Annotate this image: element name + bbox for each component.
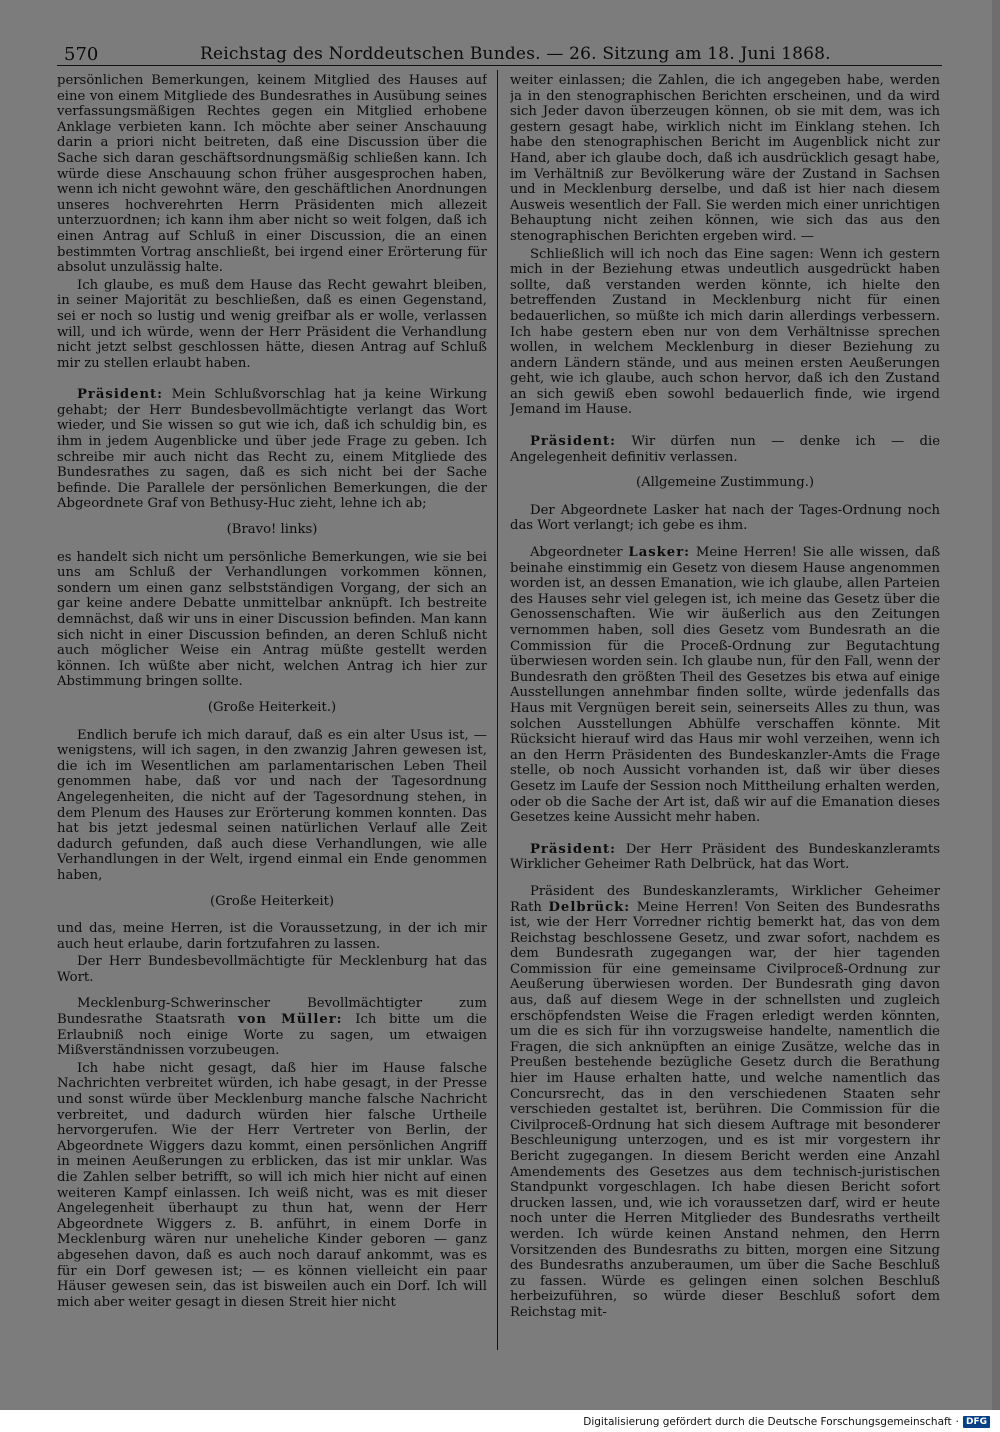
speaker-name: Delbrück: [548,899,631,915]
speaker-name: Präsident: [77,387,164,403]
paragraph: Ich habe nicht gesagt, daß hier im Hause falsche Nachrichten verbreitet würden, ich habe gesagt, in der Presse und sonst würde über Mecklenburg manche falsche Nachricht verbreitet, und dadurch würden hier falsche Urtheile hervorgerufen. Wie der Herr Vertreter von Berlin, der Abgeordnete Wiggers dazu kommt, einen persönlichen Angriff in meinen Aeußerungen zu erblicken, das ist mir unklar. Was die Zahlen selber betrifft, so will ich mich hier nicht auf einen weiteren Kampf einlassen. Ich weiß nicht, was es mit dieser Angelegenheit überhaupt zu thun hat, wenn der Herr Abgeordnete Wiggers z. B. anführt, in einem Dorfe in Mecklenburg wären nur uneheliche Kinder geboren — ganz abgesehen davon, daß es auch noch darauf ankommt, was es für ein Dorf gewesen ist; — es können vielleicht ein paar Häuser gewesen sein, das ist bisweilen auch ein Dorf. Ich will mich aber weiter gesagt in diesen Streit hier nicht [57,1060,487,1310]
reaction: (Große Heiterkeit.) [207,699,337,715]
speech-text: Ich bitte um die Erlaubniß noch einige Worte zu sagen, um etwaigen Mißverständnissen vorzubeugen. [57,1012,487,1059]
right-column [510,73,940,1345]
paragraph: Der Herr Bundesbevollmächtigte für Mecklenburg hat das Wort. [57,954,487,985]
column-divider [497,70,498,1350]
running-title: Reichstag des Norddeutschen Bundes. — 26. Sitzung am 18. Juni 1868. [200,44,831,64]
speaker-name: von Müller: [237,1012,343,1028]
paragraph [57,996,487,1058]
reaction: (Bravo! links) [226,522,318,538]
paragraph: weiter einlassen; die Zahlen, die ich angegeben habe, werden ja in den stenographischen Berichten erscheinen, und da wird sich Jeder davon überzeugen können, ob sie mit dem, was ich gestern gesagt habe, wirklich nicht im Einklang stehen. Ich habe den stenographischen Bericht im Augenblick nicht zur Hand, aber ich glaube doch, daß ich ausdrücklich gesagt habe, im Verhältniß zur Bevölkerung wäre der Zustand in Sachsen und in Mecklenburg derselbe, und daß ist hier nach diesem Ausweis wesentlich der Fall. Sie werden mich einer unrichtigen Behauptung nicht zeihen können, wie sich das aus den stenographischen Berichten ergeben wird. — [510,73,940,244]
header-rule [57,65,942,66]
speech-text: Meine Herren! Sie alle wissen, daß beinahe einstimmig ein Gesetz von diesem Hause angenommen worden ist, an dessen Emanation, wie ich glaube, allen Parteien des Hauses sehr viel gelegen ist, ich meine das Gesetz über die Genossenschaften. Wie wir äußerlich aus den Zeitungen vernommen haben, soll dies Gesetz vom Bundesrath an die Commission für die Proceß-Ordnung zur Begutachtung überwiesen worden sein. Ich glaube nun, für den Fall, wenn der Bundesrath den größten Theil des Gesetzes bis etwa auf einige Ausstellungen annehmbar finden sollte, würde jedenfalls das Haus mit Vergnügen bereit sein, seinerseits Alles zu thun, was solchen Ausstellungen Abhülfe verschaffen könnte. Mit Rücksicht hierauf wird das Haus mir wohl verzeihen, wenn ich an den Herrn Präsidenten des Bundeskanzler-Amts die Frage stelle, ob noch Aussicht vorhanden ist, daß wir über dieses Gesetz im Laufe der Session noch Mittheilung erhalten werden, oder ob die Sache der Art ist, daß wir auf die Emanation dieses Gesetzes keine Aussicht mehr haben. [510,545,940,826]
paragraph: es handelt sich nicht um persönliche Bemerkungen, wie sie bei uns am Schluß der Verhandlungen vorkommen können, sondern um einen ganz selbstständigen Vorgang, der sich an gar keine andere Debatte unmittelbar anknüpft. Ich bestreite demnächst, daß wir uns in einer Discussion befinden. Man kann sich nicht in einer Discussion befinden, an deren Schluß nicht auch möglicher Weise ein Antrag müßte gestellt werden können. Ich wüßte aber nicht, welchen Antrag ich hier zur Abstimmung bringen sollte. [57,549,487,690]
speaker-intro: Abgeordneter [530,545,629,561]
speaker-name: Präsident: [530,434,617,450]
page-number: 570 [64,44,99,65]
speech-text: Der Herr Präsident des Bundeskanzleramts Wirklicher Geheimer Rath Delbrück, hat das Wort. [510,841,940,873]
paragraph [510,545,940,826]
scan-edge [992,0,1000,1410]
paragraph: und das, meine Herren, ist die Voraussetzung, in der ich mir auch heut erlaube, darin fortzufahren zu lassen. [57,921,487,952]
paragraph [57,387,487,512]
paragraph [510,434,940,465]
reaction: (Große Heiterkeit) [209,893,335,909]
speaker-intro: Präsident des Bundeskanzleramts, Wirklicher Geheimer Rath [510,883,940,915]
paragraph [510,884,940,1321]
paragraph: Endlich berufe ich mich darauf, daß es ein alter Usus ist, — wenigstens, will ich sagen, in den zwanzig Jahren gewesen ist, die ich im Wesentlichen am parlamentarischen Leben Theil genommen habe, daß vor und nach der Tagesordnung Angelegenheiten, die nicht auf der Tagesordnung stehen, in dem Plenum des Hauses zur Erörterung kommen konnten. Das hat bis jetzt jedesmal seinen natürlichen Verlauf alle Zeit dadurch gefunden, daß auch diese Verhandlungen, wie alle Verhandlungen in der Welt, irgend einmal ein Ende genommen haben, [57,727,487,883]
paragraph: Der Abgeordnete Lasker hat nach der Tages-Ordnung noch das Wort verlangt; ich gebe es ihm. [510,502,940,534]
footer-credit: Digitalisierung gefördert durch die Deutsche Forschungsgemeinschaft · DFG [583,1414,990,1430]
paragraph: persönlichen Bemerkungen, keinem Mitglied des Hauses auf eine von einem Mitgliede des Bundesrathes in Ausübung seines verfassungsmäßigen Rechtes gegen ein Mitglied erhobene Anklage verbieten kann. Ich möchte aber seiner Anschauung darin a priori nicht beitreten, daß eine Discussion über die Sache sich daran geschäftsordnungsmäßig schließen kann. Ich würde diese Anschauung schon früher ausgesprochen haben, wenn ich nicht gewohnt wäre, den geschäftlichen Anordnungen unseres hochverehrten Herrn Präsidenten mich allezeit unterzuordnen; ich kann ihm aber nicht so weit folgen, daß ich einen Antrag auf Schluß in einer Discussion, die an einen bestimmten Vortrag anschließt, bei irgend einer Erörterung für absolut unzulässig halte. [57,73,487,276]
paragraph: Schließlich will ich noch das Eine sagen: Wenn ich gestern mich in der Beziehung etwas undeutlich ausgedrückt haben sollte, daß verstanden werden könnte, ich hielte den betreffenden Zustand in Mecklenburg nicht für einen bedauerlichen, so müßte ich mich darin allerdings verbessern. Ich habe gestern eben nur von dem Verhältnisse sprechen wollen, in welchem Mecklenburg in dieser Beziehung zu andern Ländern stände, und aus meinen ersten Aeußerungen geht, wie ich glaube, auch schon hervor, daß ich den Zustand an sich gewiß eben sowohl bedauerlich finde, wie irgend Jemand im Hause. [510,246,940,418]
speech-text: Mein Schlußvorschlag hat ja keine Wirkung gehabt; der Herr Bundesbevollmächtigte verlangt das Wort wieder, und Sie wissen so gut wie ich, daß ich schuldig bin, es ihm in jedem Augenblicke und über jede Frage zu geben. Ich schreibe mir auch nicht das Recht zu, einem Mitgliede des Bundesrathes zu sagen, daß es sich nicht bei der Sache befinde. Die Parallele der persönlichen Bemerkungen, die der Abgeordnete Graf von Bethusy-Huc zieht, lehne ich ab; [57,387,487,512]
paragraph: Ich glaube, es muß dem Hause das Recht gewahrt bleiben, in seiner Majorität zu beschließen, daß es einen Gegenstand, sei er noch so lustig und wenig greifbar als er wolle, verlassen will, und ich würde, wenn der Herr Präsident die Verhandlung nicht jetzt selbst geschlossen hätte, diesen Antrag auf Schluß mir zu stellen erlaubt haben. [57,277,487,371]
speech-text: Meine Herren! Von Seiten des Bundesraths ist, wie der Herr Vorredner richtig bemerkt hat, das von dem Reichstag beschlossene Gesetz, und zwar sofort, nachdem es dem Bundesrath zugegangen war, der hier tagenden Commission für eine gemeinsame Civilproceß-Ordnung zur Aeußerung überwiesen worden. Der Bundesrath ging davon aus, daß auf diesem Wege in der schnellsten und zugleich erschöpfendsten Weise die Fragen erledigt werden könnten, um die es sich für ihn vorzugsweise handelte, namentlich die Fragen, die sich anknüpften an einige Zusätze, welche das in Preußen bestehende bezügliche Gesetz durch die Berathung hier im Hause erhalten hatte, und welche namentlich das Concursrecht, das in den verschiedenen Staaten sehr verschieden gestaltet ist, berühren. Die Commission für die Civilproceß-Ordnung hat sich diesem Auftrage mit besonderer Beschleunigung unterzogen, und es ist mir vorgestern ihr Bericht zugegangen. In diesem Bericht werden eine Anzahl Amendements des Gesetzes aus dem technisch-juristischen Standpunkt vorgeschlagen. Ich habe diesen Bericht sofort drucken lassen, und, wie ich voraussetzen darf, wird er heute noch unter die Herren Mitglieder des Bundesraths vertheilt werden. Ich würde keinen Anstand nehmen, den Herrn Vorsitzenden des Bundesraths zu bitten, morgen eine Sitzung des Bundesraths anzuberaumen, um über die Sache Beschluß zu fassen. Würde es gelingen einen solchen Beschluß herbeizuführen, so würde dieser Beschluß sofort dem Reichstag mit- [510,899,940,1320]
dfg-logo: DFG [963,1416,990,1428]
funding-note: Digitalisierung gefördert durch die Deutsche Forschungsgemeinschaft [583,1416,952,1428]
speaker-name: Lasker: [628,545,691,561]
speaker-intro: Mecklenburg-Schwerinscher Bevollmächtigter zum Bundesrathe Staatsrath [57,996,487,1028]
left-column [57,73,487,1345]
speech-text: Wir dürfen nun — denke ich — die Angelegenheit definitiv verlassen. [510,434,940,465]
page-header [0,28,1000,68]
speaker-name: Präsident: [530,841,617,857]
paragraph [510,842,940,873]
reaction: (Allgemeine Zustimmung.) [635,475,815,491]
